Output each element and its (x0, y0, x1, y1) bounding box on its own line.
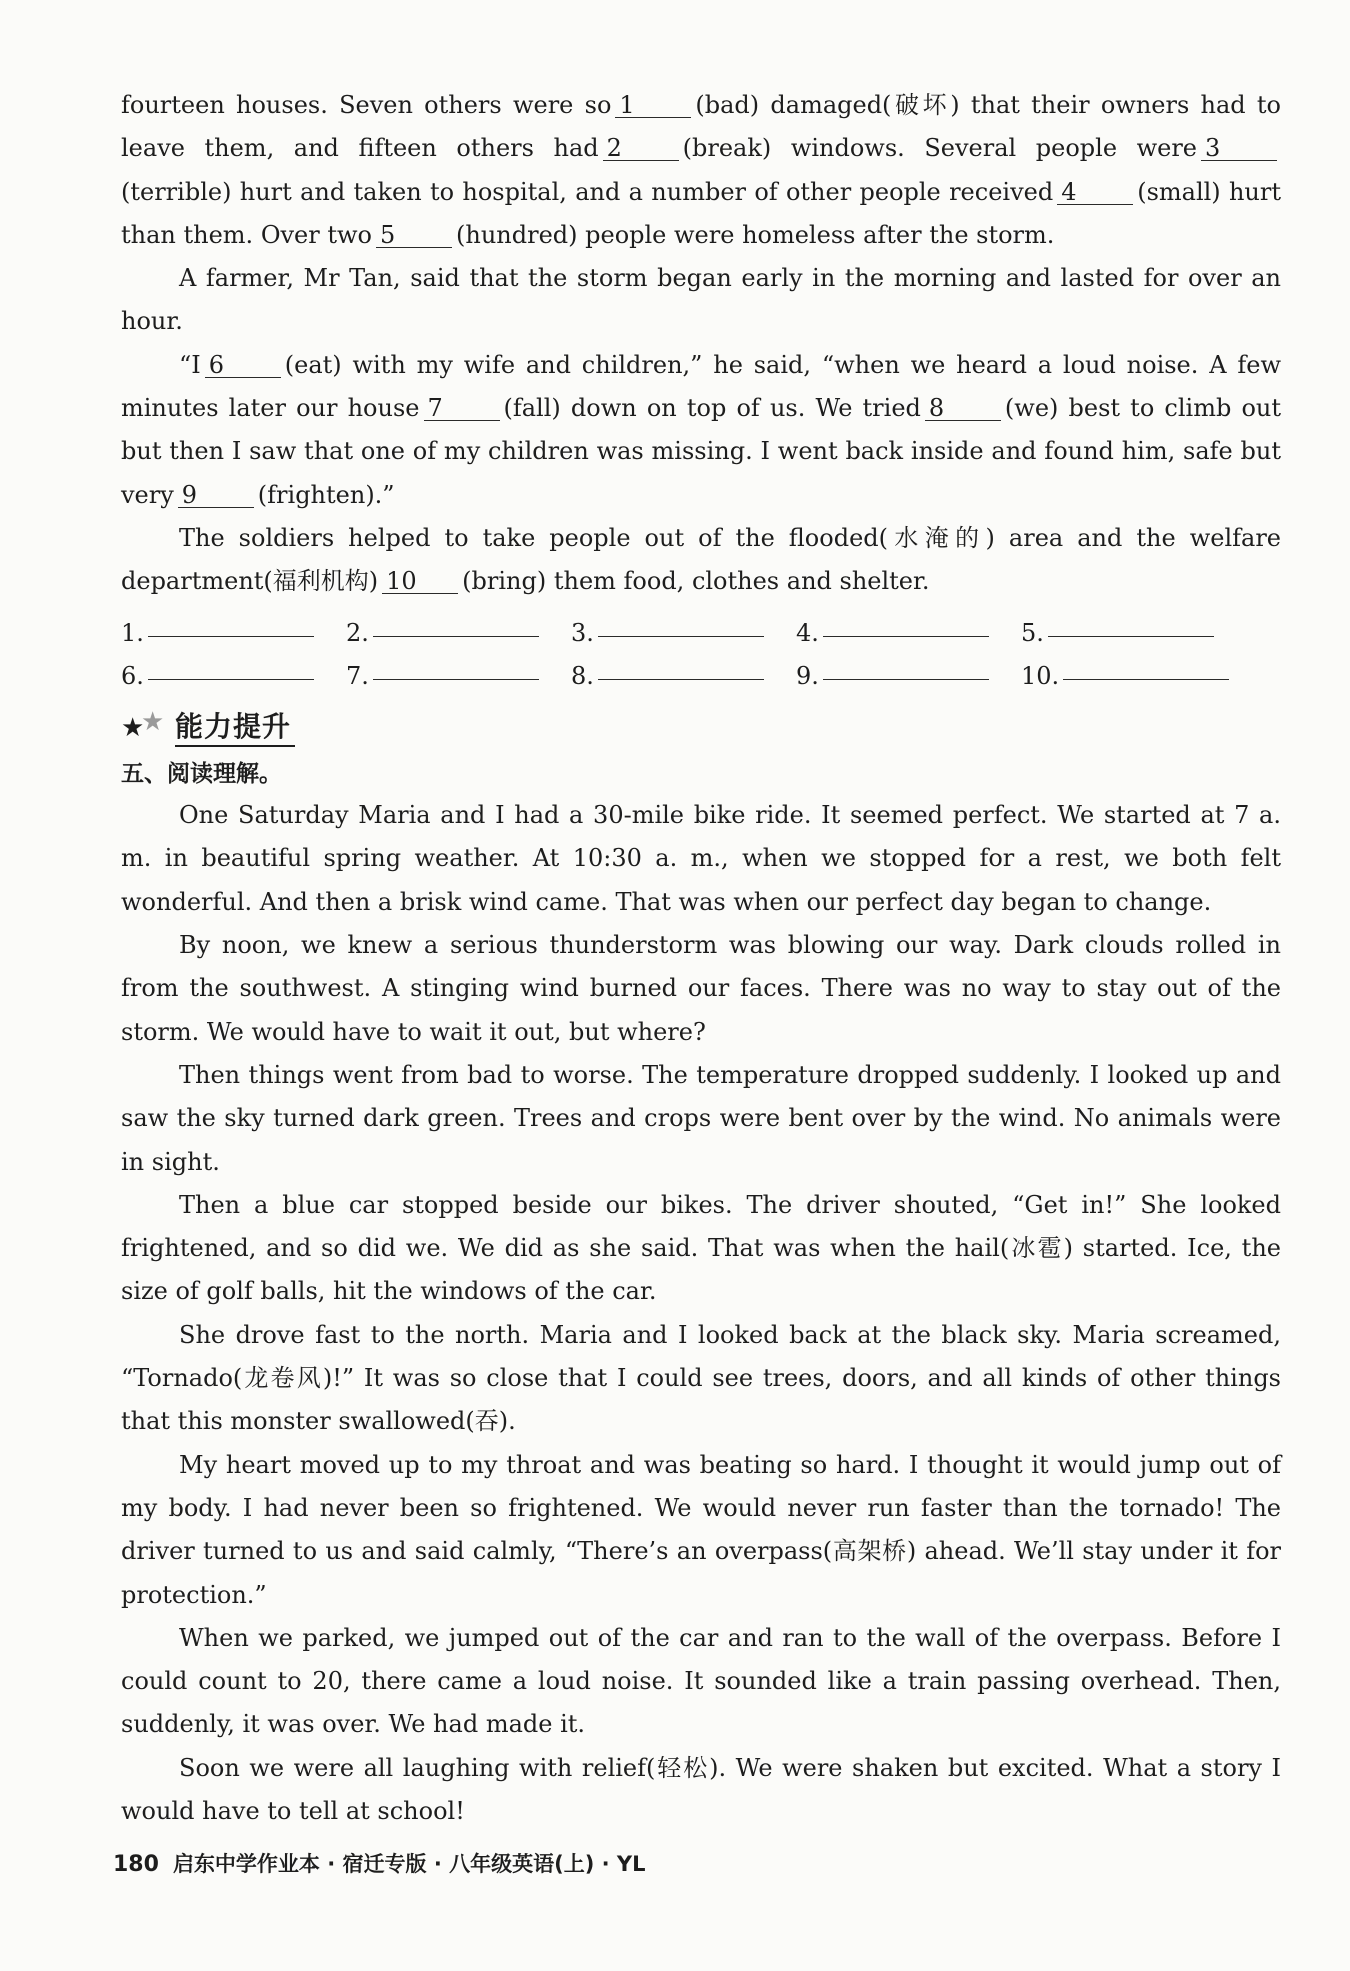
reading-paragraph: One Saturday Maria and I had a 30-mile bike ride. It seemed perfect. We started at 7 a. m. in beautiful spring weather. At 10:30 a. m., when we stopped for a rest, we both felt wonderful. And then a brisk wind came. That was when our perfect day began to change. (121, 801, 1281, 916)
book-title: 启东中学作业本 · 宿迁专版 · 八年级英语(上) · YL (172, 1852, 646, 1876)
passage1-paragraph-4 (121, 517, 1281, 604)
passage1-paragraph-3 (121, 344, 1281, 517)
text: (eat) with my wife and children,” he said, “when we heard a loud noise. A few minutes later our house (121, 350, 1281, 423)
answer-number: 4. (796, 618, 819, 647)
blank-3: 3 (1201, 136, 1277, 161)
text: (break) windows. Several people were (682, 134, 1198, 163)
answer-slot[interactable] (796, 619, 1021, 647)
answer-number: 6. (121, 662, 144, 691)
answer-slot[interactable] (1021, 662, 1246, 690)
answer-slot[interactable] (121, 662, 346, 690)
stars-icon: ★ ★ (121, 707, 165, 744)
blank-6: 6 (205, 353, 281, 378)
blank-4: 4 (1057, 180, 1133, 205)
answer-number: 2. (346, 618, 369, 647)
answer-line (1048, 636, 1214, 637)
section-header (121, 704, 1281, 748)
blank-8: 8 (925, 396, 1001, 421)
answer-number: 8. (571, 662, 594, 691)
answer-number: 7. (346, 662, 369, 691)
passage1-paragraph-2: A farmer, Mr Tan, said that the storm began early in the morning and lasted for over an hour. (121, 264, 1281, 336)
answer-line (373, 679, 539, 680)
blank-10: 10 (382, 569, 458, 594)
text: (fall) down on top of us. We tried (503, 394, 921, 423)
text: (frighten).” (257, 480, 395, 509)
answer-slot[interactable] (796, 662, 1021, 690)
answer-line (598, 636, 764, 637)
reading-paragraph: My heart moved up to my throat and was beating so hard. I thought it would jump out of my body. I had never been so frightened. We would never run faster than the tornado! The driver turned to us and said calmly, “There’s an overpass(高架桥) ahead. We’ll stay under it for protection.” (121, 1450, 1281, 1609)
reading-paragraph: She drove fast to the north. Maria and I looked back at the black sky. Maria screamed, “Tornado(龙卷风)!” It was so close that I could see trees, doors, and all kinds of other things that this monster swallowed(吞). (121, 1320, 1281, 1436)
answer-line (373, 636, 539, 637)
blank-1: 1 (615, 93, 691, 118)
answer-slot[interactable] (1021, 619, 1246, 647)
text: (we) best to climb out but then I saw that one of my children was missing. I went back inside and found him, safe but very (121, 394, 1282, 509)
text: (terrible) hurt and taken to hospital, and a number of other people received (121, 177, 1054, 206)
answer-slot[interactable] (571, 662, 796, 690)
answer-number: 9. (796, 662, 819, 691)
page-number: 180 (113, 1852, 159, 1877)
answer-slot[interactable] (571, 619, 796, 647)
reading-passage (121, 794, 1281, 1833)
reading-paragraph: Then things went from bad to worse. The temperature dropped suddenly. I looked up and saw the sky turned dark green. Trees and crops were bent over by the wind. No animals were in sight. (121, 1060, 1281, 1176)
blank-9: 9 (178, 483, 254, 508)
answer-slot[interactable] (346, 619, 571, 647)
answer-row-1 (121, 604, 1281, 647)
answer-line (598, 679, 764, 680)
text: “I (179, 350, 201, 379)
answer-line (148, 636, 314, 637)
text: The soldiers helped to take people out of the flooded(水淹的) area and the welfare department(福利机构) (121, 523, 1281, 596)
answer-line (823, 636, 989, 637)
section-title: 能力提升 (175, 705, 295, 747)
answer-lines (121, 604, 1281, 691)
answer-line (1063, 679, 1229, 680)
reading-paragraph: Soon we were all laughing with relief(轻松). We were shaken but excited. What a story I would have to tell at school! (121, 1753, 1281, 1825)
answer-row-2 (121, 647, 1281, 690)
reading-paragraph: By noon, we knew a serious thunderstorm was blowing our way. Dark clouds rolled in from the southwest. A stinging wind burned our faces. There was no way to stay out of the storm. We would have to wait it out, but where? (121, 931, 1281, 1046)
answer-number: 1. (121, 618, 144, 647)
answer-slot[interactable] (346, 662, 571, 690)
blank-7: 7 (424, 396, 500, 421)
blank-2: 2 (603, 136, 679, 161)
answer-line (823, 679, 989, 680)
content (121, 84, 1281, 1833)
answer-number: 5. (1021, 618, 1044, 647)
reading-paragraph: When we parked, we jumped out of the car and ran to the wall of the overpass. Before I could count to 20, there came a loud noise. It sounded like a train passing overhead. Then, suddenly, it was over. We had made it. (121, 1623, 1281, 1739)
footer (113, 1848, 646, 1878)
answer-number: 3. (571, 618, 594, 647)
answer-number: 10. (1021, 662, 1060, 691)
text: (small) hurt than them. Over two (121, 177, 1282, 249)
reading-paragraph: Then a blue car stopped beside our bikes. The driver shouted, “Get in!” She looked frightened, and so did we. We did as she said. That was when the hail(冰雹) started. Ice, the size of golf balls, hit the windows of the car. (121, 1190, 1281, 1306)
text: (bring) them food, clothes and shelter. (462, 567, 930, 596)
text: (hundred) people were homeless after the storm. (456, 220, 1055, 249)
task-title: 五、阅读理解。 (121, 761, 282, 788)
passage1-paragraph-1 (121, 84, 1281, 257)
blank-5: 5 (376, 223, 452, 248)
answer-slot[interactable] (121, 619, 346, 647)
text: (bad) damaged(破坏) that their owners had to leave them, and fifteen others had (121, 91, 1281, 163)
answer-line (148, 679, 314, 680)
text: fourteen houses. Seven others were so (121, 91, 612, 119)
